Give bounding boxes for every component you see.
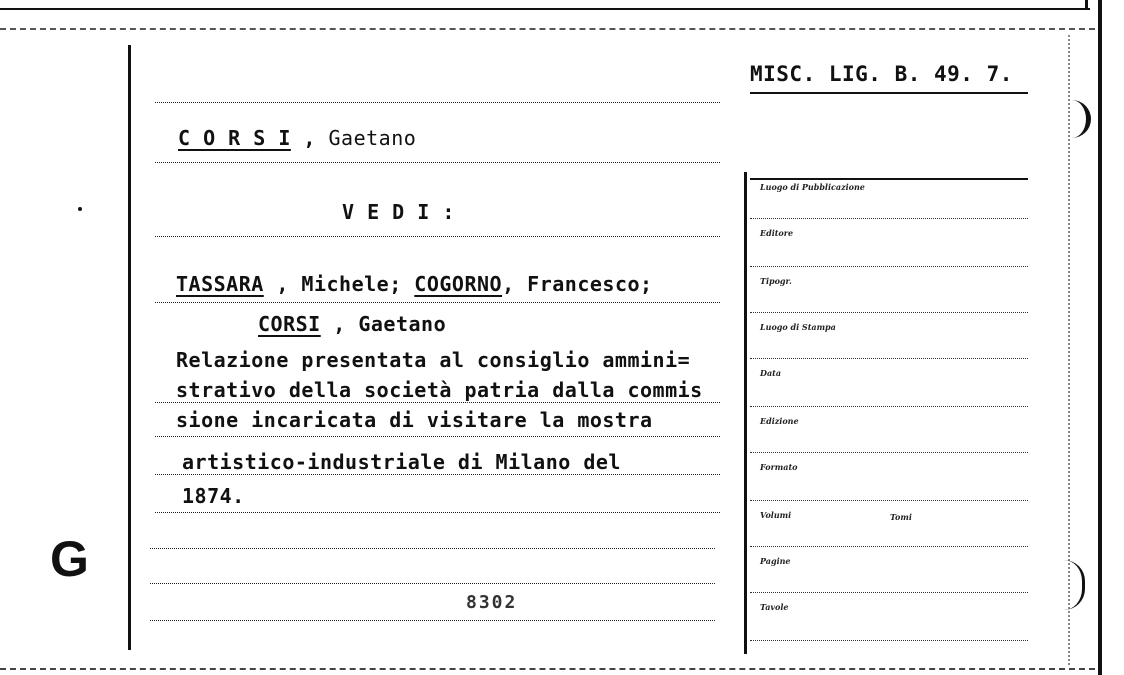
field-printer: Tipogr. [760,276,792,286]
authors-line [176,272,653,296]
card-top-dashes [0,28,1095,30]
card-bottom-dashes [0,668,1095,670]
rule-below-authors [155,302,720,303]
field-rule-2 [750,266,1028,267]
field-volumes-total: Tomi [890,512,912,522]
heading-separator: , [290,126,329,150]
heading [178,126,416,150]
field-publisher: Editore [760,228,794,238]
field-rule-9 [750,592,1028,593]
field-plates: Tavole [760,602,789,612]
author-tassara-given: , Michele; [263,272,415,296]
heading-surname: C O R S I [178,126,291,150]
rule-blank-3 [150,620,715,621]
field-rule-3 [750,312,1028,313]
author-tassara: TASSARA [176,272,264,296]
field-pages: Pagine [760,556,791,566]
field-format: Formato [760,462,798,472]
title-line-5: 1874. [182,484,245,508]
shelfmark: MISC. LIG. B. 49. 7. [750,62,1013,86]
card-right-border [1098,0,1102,675]
left-margin-rule [128,45,131,650]
author-corsi-given: , Gaetano [320,312,447,336]
specks [78,207,82,211]
title-line-2: strativo della società patria dalla commis [176,378,703,402]
title-line-1: Relazione presentata al consiglio ammini= [176,348,691,372]
field-place-of-printing: Luogo di Stampa [760,322,836,332]
rule-title-2 [155,436,720,437]
field-rule-5 [750,406,1028,407]
field-date: Data [760,368,781,378]
field-volumes: Volumi [760,510,792,520]
rule-below-heading [155,162,720,163]
rule-above-heading [155,102,720,103]
field-edition: Edizione [760,416,799,426]
title-line-4: artistico-industriale di Milano del [182,450,621,474]
field-rule-7 [750,500,1028,501]
side-letter: G [50,531,89,587]
see-reference-label: V E D I : [342,200,455,224]
field-place-of-publication: Luogo di Pubblicazione [760,182,865,192]
title-line-3: sione incaricata di visitare la mostra [176,408,653,432]
rule-title-1 [155,402,720,403]
author-cogorno: COGORNO [414,272,503,296]
field-box-rule [744,172,747,654]
rule-blank-2 [150,583,715,584]
field-rule-1 [750,218,1028,219]
field-rule-8 [750,546,1028,547]
rule-blank-1 [150,548,715,549]
authors-line-2 [258,312,446,336]
stamp-number: 8302 [466,592,518,613]
field-rule-6 [750,452,1028,453]
card-top-edge [0,8,1090,10]
field-rule-4 [750,358,1028,359]
heading-given-name: Gaetano [328,126,417,150]
rule-title-3 [155,474,720,475]
card-top-right-corner [1085,0,1088,10]
rule-title-4 [155,512,720,513]
field-box-top-rule [750,178,1028,180]
author-cogorno-given: , Francesco; [502,272,653,296]
shelfmark-underline [750,92,1028,94]
rule-below-vedi [155,236,720,237]
field-rule-10 [750,640,1028,641]
author-corsi: CORSI [258,312,321,336]
